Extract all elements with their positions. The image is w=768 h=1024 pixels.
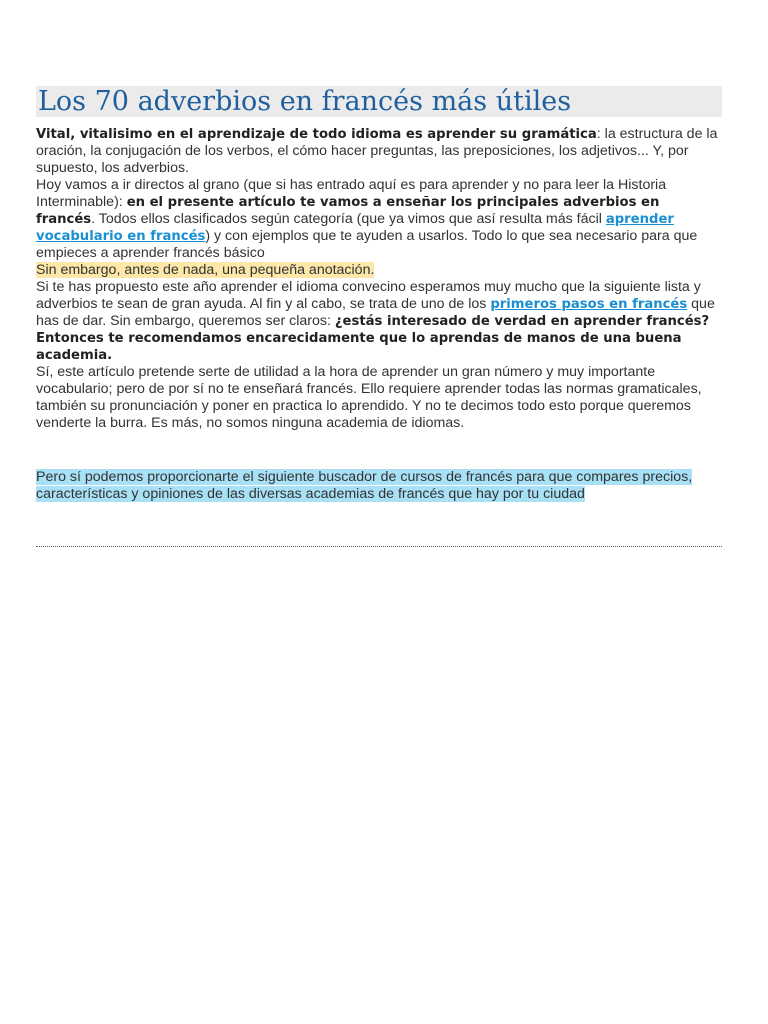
direct-text-2: . Todos ellos clasificados según categoría (que ya vimos que así resulta más fácil (91, 211, 606, 227)
spacer (36, 452, 722, 469)
article-title: Los 70 adverbios en francés más útiles (38, 86, 572, 117)
title-bar (36, 86, 722, 117)
direct-bold: en el presente artículo te vamos a enseñar los principales adverbios en francés (36, 195, 660, 227)
article-body (36, 126, 722, 503)
article (36, 86, 722, 503)
direct-text-3: ) y con ejemplos que te ayuden a usarlos. Todo lo que sea necesario para que empieces a aprender francés básico (36, 228, 698, 261)
link-primeros-pasos[interactable]: primeros pasos en francés (490, 297, 688, 312)
spacer (36, 432, 722, 452)
paragraph-intro (36, 126, 722, 177)
paragraph-direct (36, 177, 722, 262)
academy-text-2: que has de dar. Sin embargo, queremos ser claros: (36, 296, 715, 329)
intro-bold: Vital, vitalisimo en el aprendizaje de todo idioma es aprender su gramática (36, 127, 597, 142)
search-highlight: Pero sí podemos proporcionarte el siguiente buscador de cursos de francés para que compares precios, características y opiniones de las diversas academias de francés que hay por tu ciudad (36, 469, 693, 502)
paragraph-note (36, 262, 722, 279)
intro-text: : la estructura de la oración, la conjugación de los verbos, el cómo hacer preguntas, las preposiciones, los adjetivos... Y, por supuesto, los adverbios. (36, 126, 718, 176)
note-highlight: Sin embargo, antes de nada, una pequeña anotación. (36, 262, 375, 278)
paragraph-disclaimer: Sí, este artículo pretende serte de utilidad a la hora de aprender un gran número y muy importante vocabulario; pero de por sí no te enseñará francés. Ello requiere aprender todas las normas gramaticales, también su pronunciación y poner en practica lo aprendido. Y no te decimos todo esto porque queremos venderte la burra. Es más, no somos ninguna academia de idiomas. (36, 364, 702, 431)
paragraph-academy (36, 279, 722, 364)
paragraph-search (36, 469, 722, 503)
dotted-divider (36, 546, 722, 547)
link-aprender-vocabulario[interactable]: aprender vocabulario en francés (36, 212, 674, 244)
direct-text-1: Hoy vamos a ir directos al grano (que si has entrado aquí es para aprender y no para leer la Historia Interminable): (36, 177, 667, 210)
academy-bold: ¿estás interesado de verdad en aprender francés? Entonces te recomendamos encarecidamente que lo aprendas de manos de una buena academia. (36, 314, 710, 363)
academy-text-1: Si te has propuesto este año aprender el idioma convecino esperamos muy mucho que la siguiente lista y adverbios te sean de gran ayuda. Al fin y al cabo, se trata de uno de los (36, 279, 701, 312)
